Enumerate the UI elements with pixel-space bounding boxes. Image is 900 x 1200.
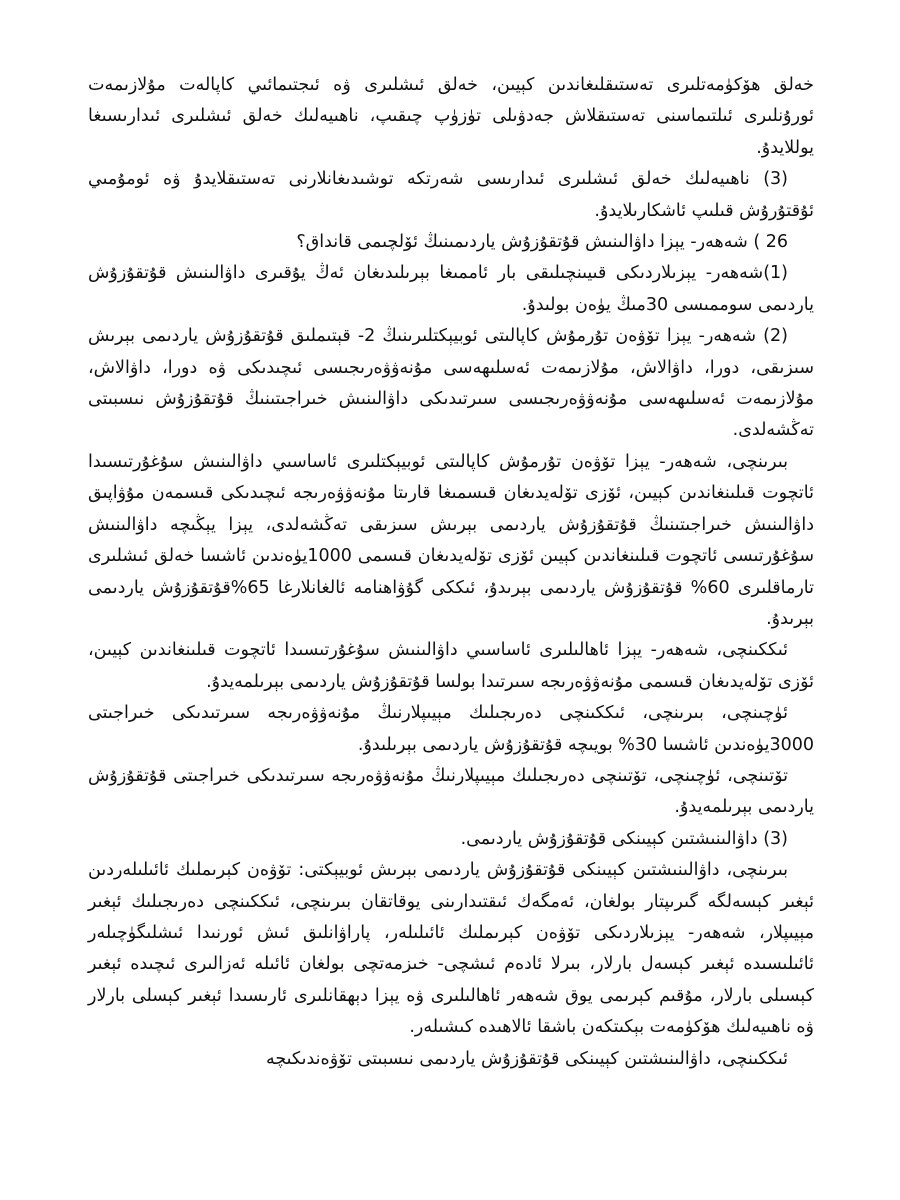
paragraph-9: تۆتىنچى، ئۈچىنچى، تۆتىنچى دەرىجىلىك مېيىپلارنىڭ مۇنەۋۋەرىجە سىرتىدىكى خىراجىتى قۇتقۇزۇش ياردىمى بېرىلمەيدۇ.: [88, 765, 814, 818]
paragraph-1: خەلق ھۆكۈمەتلىرى تەستىقلىغاندىن كېيىن، خەلق ئىشلىرى ۋە ئىجتىمائىي كاپالەت مۇلازىمەت ئورۇنلىرى ئىلتىماسنى تەستىقلاش جەدۋىلى تۈزۈپ چىقىپ، ناھىيەلىك خەلق ئىشلىرى ئىدارىسىغا يوللايدۇ.: [88, 75, 814, 158]
paragraph-7: ئىككىنچى، شەھەر- يېزا ئاھالىلىرى ئاساسىي داۋالىنىش سۇغۇرتىسىدا ئاتچوت قىلىنغاندىن كېيىن، ئۆزى تۆلەيدىغان قىسمى مۇنەۋۋەرىجە سىرتىدا بولسا قۇتقۇزۇش ياردىمى بېرىلمەيدۇ.: [88, 640, 814, 692]
paragraph-5: (2) شەھەر- يېزا تۆۋەن تۇرمۇش كاپالىتى ئوبيېكتلىرىنىڭ 2- قېتىملىق قۇتقۇزۇش ياردىمى بېرىش سىزىقى، دورا، داۋالاش، مۇلازىمەت ئەسلىھەسى مۇنەۋۋەرىجىسى ئىچىدىكى ۋە دورا، داۋالاش، مۇلازىمەت ئەسلىھەسى مۇنەۋۋەرىجىسى سىرتىدىكى داۋالىنىش خىراجىتىنىڭ قۇتقۇزۇش نىسبىتى تەڭشەلدى.: [88, 326, 814, 441]
document-page: [88, 70, 814, 1075]
paragraph-6: بىرىنچى، شەھەر- يېزا تۆۋەن تۇرمۇش كاپالىتى ئوبيېكتلىرى ئاساسىي داۋالىنىش سۇغۇرتىسىدا ئاتچوت قىلىنغاندىن كېيىن، ئۆزى تۆلەيدىغان قىسمىغا قارىتا مۇنەۋۋەرىجە ئىچىدىكى قىسمەن مۇۋاپىق داۋالىنىش خىراجىتىنىڭ قۇتقۇزۇش ياردىمى بېرىش سىزىقى تەڭشەلدى، يېزا يېڭىچە داۋالىنىش سۇغۇرتىسى ئاتچوت قىلىنغاندىن كېيىن ئۆزى تۆلەيدىغان قىسمى 1000يۈەندىن ئاشسا خەلق ئىشلىرى تارماقلىرى 60% قۇتقۇزۇش ياردىمى بېرىدۇ، ئىككى گۇۋاھنامە ئالغانلارغا 65%قۇتقۇزۇش ياردىمى بېرىدۇ.: [88, 451, 815, 629]
paragraph-4: (1)شەھەر- يېزىلاردىكى قىيىنچىلىقى بار ئاممىغا بېرىلىدىغان ئەڭ يۇقىرى داۋالىنىش قۇتقۇزۇش ياردىمى سوممىسى 30مىڭ يۈەن بولىدۇ.: [88, 263, 814, 315]
paragraph-2: (3) ناھىيەلىك خەلق ئىشلىرى ئىدارىسى شەرتكە توشىدىغانلارنى تەستىقلايدۇ ۋە ئومۇمىي ئۇقتۇرۇش قىلىپ ئاشكارىلايدۇ.: [88, 169, 814, 221]
paragraph-8: ئۈچىنچى، بىرىنچى، ئىككىنچى دەرىجىلىك مېيىپلارنىڭ مۇنەۋۋەرىجە سىرتىدىكى خىراجىتى 3000يۈەندىن ئاشسا 30% بويىچە قۇتقۇزۇش ياردىمى بېرىلىدۇ.: [88, 703, 814, 755]
paragraph-11: بىرىنچى، داۋالىنىشتىن كېيىنكى قۇتقۇزۇش ياردىمى بېرىش ئوبيېكتى: تۆۋەن كېرىملىك ئائىلىلەردىن ئېغىر كېسەلگە گىرىپتار بولغان، ئەمگەك ئىقتىدارىنى يوقاتقان بىرىنچى، ئىككىنچى دەرىجىلىك ئېغىر مېيىپلار، شەھەر- يېزىلاردىكى تۆۋەن كېرىملىك ئائىلىلەر، پاراۋانلىق ئىش ئورنىدا ئىشلىگۈچىلەر ئائىلىسىدە ئېغىر كېسەل بارلار، بىرلا ئادەم ئىشچى- خىزمەتچى بولغان ئائىلە ئەزالىرى ئىچىدە ئېغىر كېسىلى بارلار، مۇقىم كېرىمى يوق شەھەر ئاھالىلىرى ۋە يېزا دېھقانلىرى ئارىسىدا ئېغىر كېسلى بارلار ۋە ناھىيەلىك ھۆكۈمەت بېكىتكەن باشقا ئالاھىدە كىشىلەر.: [88, 860, 814, 1038]
subsection-heading: (3) داۋالىنىشتىن كېيىنكى قۇتقۇزۇش ياردىمى.: [460, 828, 788, 849]
paragraph-12: ئىككىنچى، داۋالىنىشتىن كېيىنكى قۇتقۇزۇش ياردىمى نىسبىتى تۆۋەندىكىچە: [265, 1048, 788, 1069]
question-heading: 26 ) شەھەر- يېزا داۋالىنىش قۇتقۇزۇش ياردىمىنىڭ ئۆلچىمى قانداق؟: [296, 232, 788, 253]
